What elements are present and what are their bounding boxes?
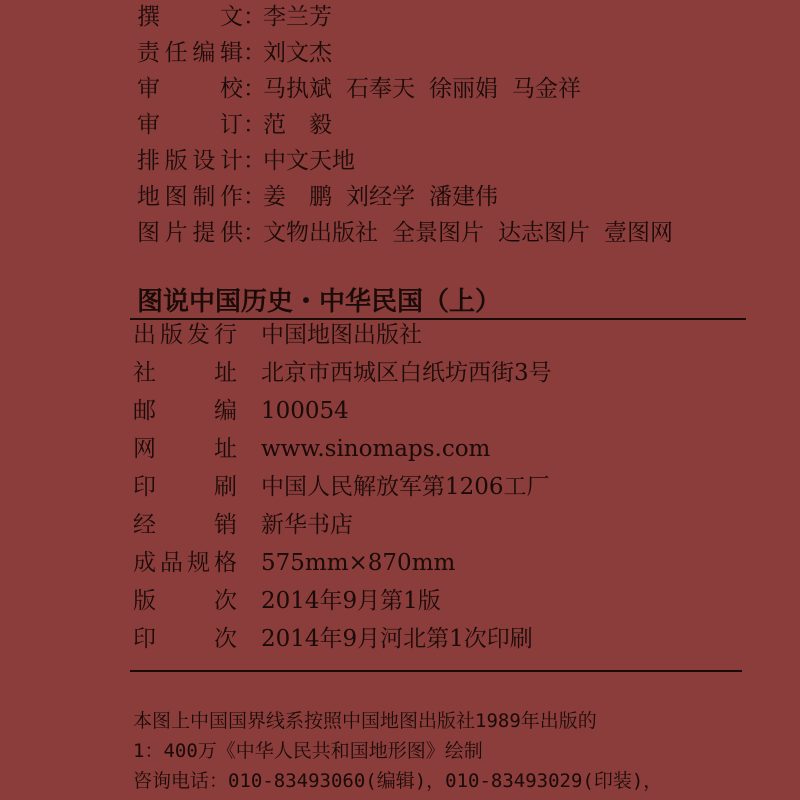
book-title: 图说中国历史・中华民国（上） bbox=[137, 287, 502, 317]
credit-row-layout: 排版设计：中文天地 bbox=[137, 148, 355, 174]
pub-value: 2014年9月第1版 bbox=[261, 588, 441, 614]
credit-label: 审校 bbox=[137, 76, 243, 102]
credit-row-images: 图片提供：文物出版社 全景图片 达志图片 壹图网 bbox=[137, 220, 673, 246]
pub-label: 出版发行 bbox=[133, 322, 237, 348]
pub-row-website bbox=[133, 434, 490, 464]
credit-value: 壹图网 bbox=[604, 220, 673, 246]
pub-label: 版次 bbox=[133, 588, 237, 614]
pub-row-distributor bbox=[133, 510, 353, 540]
pub-row-printing bbox=[133, 624, 533, 654]
credit-row-editor: 责任编辑：刘文杰 bbox=[137, 40, 332, 66]
pub-row-printer bbox=[133, 472, 550, 502]
pub-value: 北京市西城区白纸坊西街3号 bbox=[261, 360, 552, 386]
credit-value: 姜 鹏 bbox=[263, 184, 332, 210]
pub-value: 中国人民解放军第1206工厂 bbox=[261, 474, 550, 500]
credit-label: 图片提供 bbox=[137, 220, 243, 246]
credit-value: 刘文杰 bbox=[263, 40, 332, 66]
credit-row-proofread: 审校：马执斌 石奉天 徐丽娟 马金祥 bbox=[137, 76, 581, 102]
pub-value: 2014年9月河北第1次印刷 bbox=[261, 626, 533, 652]
credit-value: 石奉天 bbox=[346, 76, 415, 102]
pub-label: 成品规格 bbox=[133, 550, 237, 576]
credit-value: 徐丽娟 bbox=[429, 76, 498, 102]
pub-value: 中国地图出版社 bbox=[261, 322, 422, 348]
credit-row-reviewer: 审订：范 毅 bbox=[137, 112, 332, 138]
credit-value: 文物出版社 bbox=[263, 220, 378, 246]
map-boundary-note: 本图上中国国界线系按照中国地图出版社1989年出版的 bbox=[133, 710, 597, 732]
credit-label: 排版设计 bbox=[137, 148, 243, 174]
pub-label: 印次 bbox=[133, 626, 237, 652]
credit-label: 地图制作 bbox=[137, 184, 243, 210]
pub-value: 100054 bbox=[261, 398, 349, 424]
credit-label: 责任编辑 bbox=[137, 40, 243, 66]
contact-phone-note: 咨询电话：010-83493060(编辑)，010-83493029(印装)， bbox=[133, 770, 663, 792]
credit-value: 马金祥 bbox=[512, 76, 581, 102]
publication-divider bbox=[130, 670, 742, 672]
credit-row-writer: 撰文：李兰芳 bbox=[137, 4, 332, 30]
pub-label: 印刷 bbox=[133, 474, 237, 500]
credit-value: 潘建伟 bbox=[429, 184, 498, 210]
credit-label: 审订 bbox=[137, 112, 243, 138]
credit-value: 范 毅 bbox=[263, 112, 332, 138]
credit-value: 刘经学 bbox=[346, 184, 415, 210]
map-source-note: 1：400万《中华人民共和国地形图》绘制 bbox=[133, 740, 483, 762]
pub-row-postcode bbox=[133, 396, 349, 426]
pub-row-edition bbox=[133, 586, 441, 616]
pub-label: 邮编 bbox=[133, 398, 237, 424]
pub-row-address bbox=[133, 358, 552, 388]
pub-label: 经销 bbox=[133, 512, 237, 538]
pub-label: 网址 bbox=[133, 436, 237, 462]
credit-value: 马执斌 bbox=[263, 76, 332, 102]
pub-value: 新华书店 bbox=[261, 512, 353, 538]
credit-value: 全景图片 bbox=[392, 220, 484, 246]
credit-label: 撰文 bbox=[137, 4, 243, 30]
pub-value: www.sinomaps.com bbox=[261, 436, 491, 462]
pub-row-format bbox=[133, 548, 455, 578]
credit-value: 李兰芳 bbox=[263, 4, 332, 30]
credit-value: 中文天地 bbox=[263, 148, 355, 174]
pub-label: 社址 bbox=[133, 360, 237, 386]
pub-row-publisher bbox=[133, 320, 422, 350]
credit-row-maps: 地图制作：姜 鹏 刘经学 潘建伟 bbox=[137, 184, 498, 210]
credit-value: 达志图片 bbox=[498, 220, 590, 246]
pub-value: 575mm×870mm bbox=[261, 550, 456, 576]
